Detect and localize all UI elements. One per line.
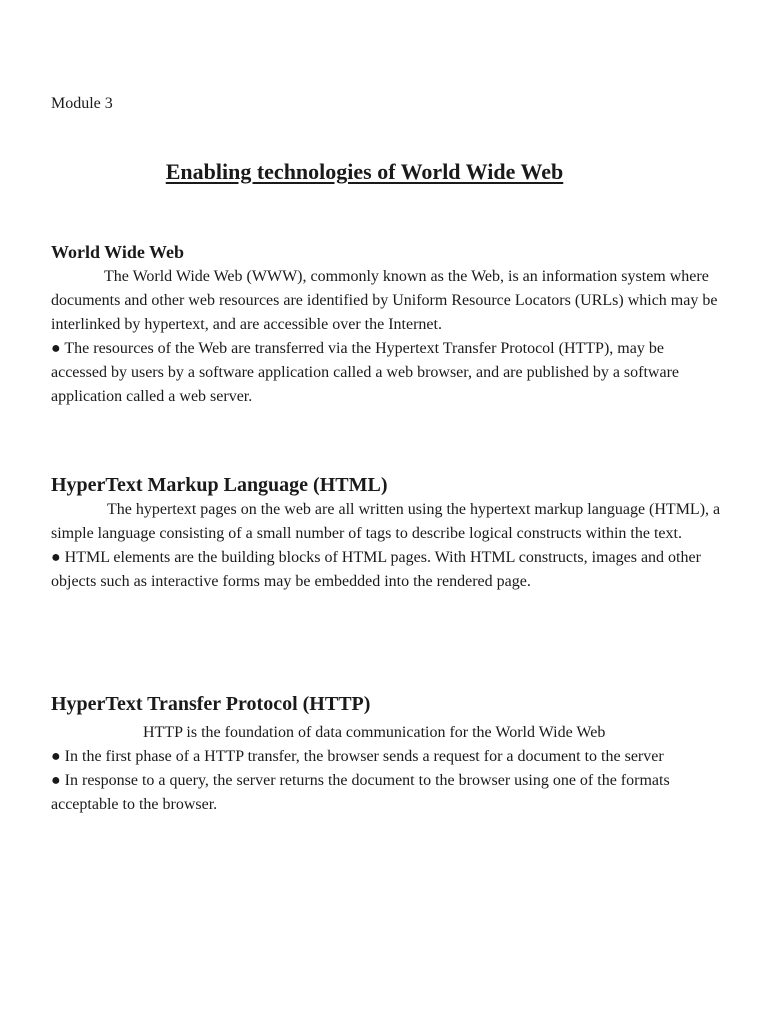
section-world-wide-web (51, 239, 721, 409)
http-bullet-1: ● In the first phase of a HTTP transfer, the browser sends a request for a document to the server (51, 748, 664, 765)
section-heading-html: HyperText Markup Language (HTML) (51, 474, 388, 496)
document-title: Enabling technologies of World Wide Web (165, 159, 564, 184)
http-bullet-2: ● In response to a query, the server returns the document to the browser using one of the formats acceptable to the browser. (51, 772, 670, 813)
section-heading-http: HyperText Transfer Protocol (HTTP) (51, 693, 371, 715)
html-bullet-1: ● HTML elements are the building blocks of HTML pages. With HTML constructs, images and other objects such as interactive forms may be embedded into the rendered page. (51, 549, 701, 590)
html-intro-paragraph: The hypertext pages on the web are all written using the hypertext markup language (HTML), a simple language consisting of a small number of tags to describe logical constructs within the text. (51, 501, 721, 542)
section-http (51, 691, 721, 817)
www-intro-paragraph: The World Wide Web (WWW), commonly known as the Web, is an information system where documents and other web resources are identified by Uniform Resource Locators (URLs) which may be interlinked by hypertext, and are accessible over the Internet. (51, 268, 718, 333)
module-label: Module 3 (51, 95, 113, 112)
http-intro-paragraph: HTTP is the foundation of data communication for the World Wide Web (143, 724, 606, 741)
www-bullet-1: ● The resources of the Web are transferred via the Hypertext Transfer Protocol (HTTP), may be accessed by users by a software application called a web browser, and are published by a software application called a web server. (51, 340, 680, 405)
section-html (51, 472, 721, 594)
section-heading-www: World Wide Web (51, 242, 185, 262)
